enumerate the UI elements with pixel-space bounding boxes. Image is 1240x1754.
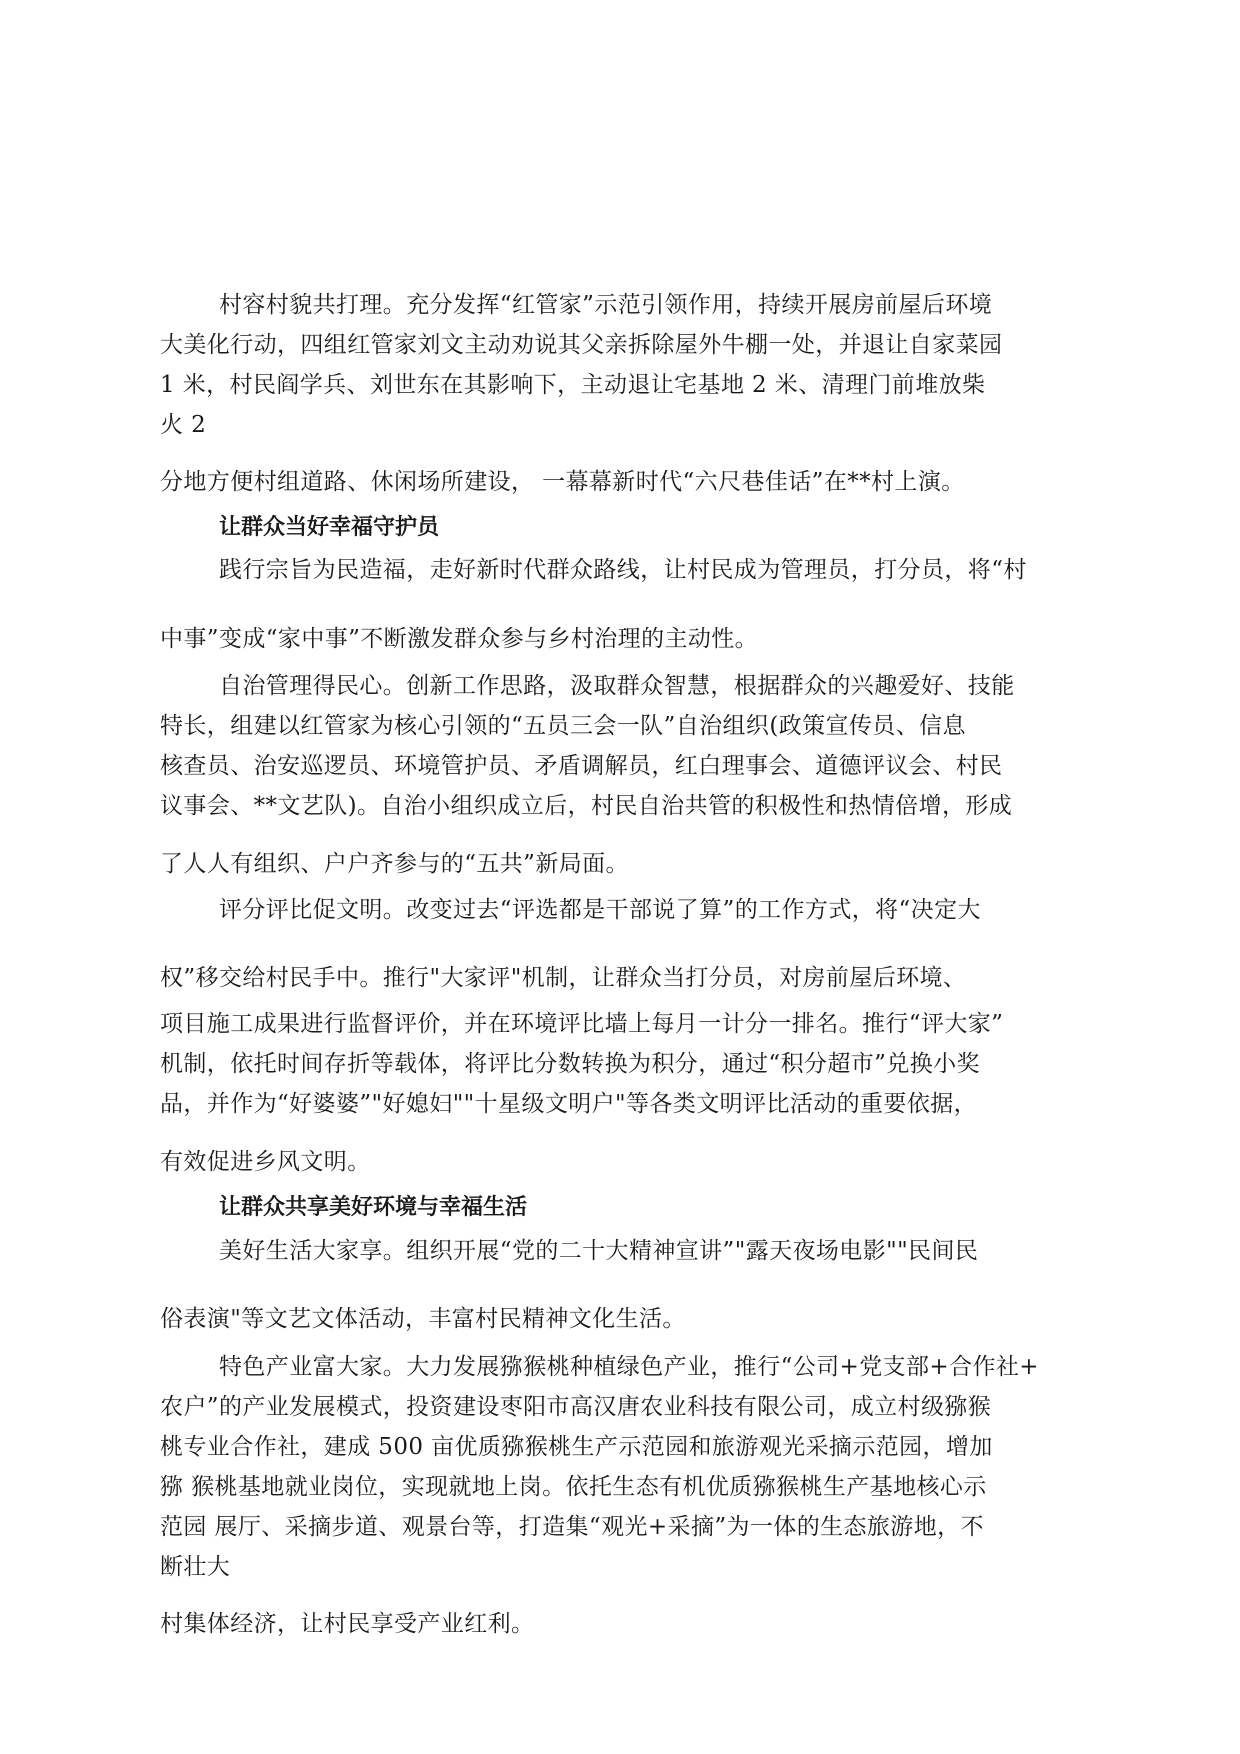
paragraph-4-line-1: 评分评比促文明。改变过去“评选都是干部说了算”的工作方式，将“决定大: [219, 897, 981, 923]
paragraph-6-line-7: 村集体经济，让村民享受产业红利。: [160, 1611, 535, 1637]
paragraph-1-line-3: 1 米，村民阎学兵、刘世东在其影响下，主动退让宅基地 2 米、清理门前堆放柴: [160, 372, 986, 398]
paragraph-3-line-1: 自治管理得民心。创新工作思路，汲取群众智慧，根据群众的兴趣爱好、技能: [219, 673, 1015, 699]
paragraph-6-line-2: 农户”的产业发展模式，投资建设枣阳市高汉唐农业科技有限公司，成立村级猕猴: [160, 1394, 992, 1420]
paragraph-3-line-4: 议事会、**文艺队)。自治小组织成立后，村民自治共管的积极性和热情倍增，形成: [160, 793, 1013, 819]
paragraph-3-line-2: 特长，组建以红管家为核心引领的“五员三会一队”自治组织(政策宣传员、信息: [160, 713, 966, 739]
paragraph-3-line-3: 核查员、治安巡逻员、环境管护员、矛盾调解员，红白理事会、道德评议会、村民: [160, 753, 1003, 779]
paragraph-5-line-2: 俗表演"等文艺文体活动，丰富村民精神文化生活。: [160, 1306, 686, 1332]
paragraph-1-line-2: 大美化行动，四组红管家刘文主动劝说其父亲拆除屋外牛棚一处，并退让自家菜园: [160, 332, 1003, 358]
section-heading-1: 让群众当好幸福守护员: [219, 515, 440, 540]
paragraph-5-line-1: 美好生活大家享。组织开展“党的二十大精神宣讲”"露天夜场电影""民间民: [219, 1238, 979, 1264]
paragraph-6-line-4: 猕 猴桃基地就业岗位，实现就地上岗。依托生态有机优质猕猴桃生产基地核心示: [160, 1474, 987, 1500]
paragraph-2-line-2: 中事”变成“家中事”不断激发群众参与乡村治理的主动性。: [160, 626, 759, 652]
section-heading-2: 让群众共享美好环境与幸福生活: [219, 1195, 528, 1220]
paragraph-4-line-3: 项目施工成果进行监督评价，并在环境评比墙上每月一计分一排名。推行“评大家”: [160, 1011, 1004, 1037]
paragraph-4-line-6: 有效促进乡风文明。: [160, 1149, 371, 1175]
paragraph-3-line-5: 了人人有组织、户户齐参与的“五共”新局面。: [160, 851, 629, 877]
paragraph-4-line-5: 品，并作为“好婆婆”"好媳妇""十星级文明户"等各类文明评比活动的重要依据，: [160, 1091, 978, 1117]
paragraph-1-line-5: 分地方便村组道路、休闲场所建设， 一幕幕新时代“六尺巷佳话”在**村上演。: [160, 469, 965, 495]
paragraph-1-line-4: 火 2: [160, 412, 207, 438]
paragraph-6-line-5: 范园 展厅、采摘步道、观景台等，打造集“观光+采摘”为一体的生态旅游地，不: [160, 1514, 984, 1540]
paragraph-4-line-4: 机制，依托时间存折等载体，将评比分数转换为积分，通过“积分超市”兑换小奖: [160, 1051, 980, 1077]
paragraph-1-line-1: 村容村貌共打理。充分发挥“红管家”示范引领作用，持续开展房前屋后环境: [219, 292, 993, 318]
paragraph-6-line-3: 桃专业合作社，建成 500 亩优质猕猴桃生产示范园和旅游观光采摘示范园，增加: [160, 1434, 993, 1460]
paragraph-6-line-6: 断壮大: [160, 1554, 231, 1580]
paragraph-4-line-2: 权”移交给村民手中。推行"大家评"机制，让群众当打分员，对房前屋后环境、: [160, 965, 967, 991]
paragraph-2-line-1: 践行宗旨为民造福，走好新时代群众路线，让村民成为管理员，打分员，将“村: [219, 557, 1027, 583]
paragraph-6-line-1: 特色产业富大家。大力发展猕猴桃种植绿色产业，推行“公司+党支部+合作社+: [219, 1354, 1039, 1380]
